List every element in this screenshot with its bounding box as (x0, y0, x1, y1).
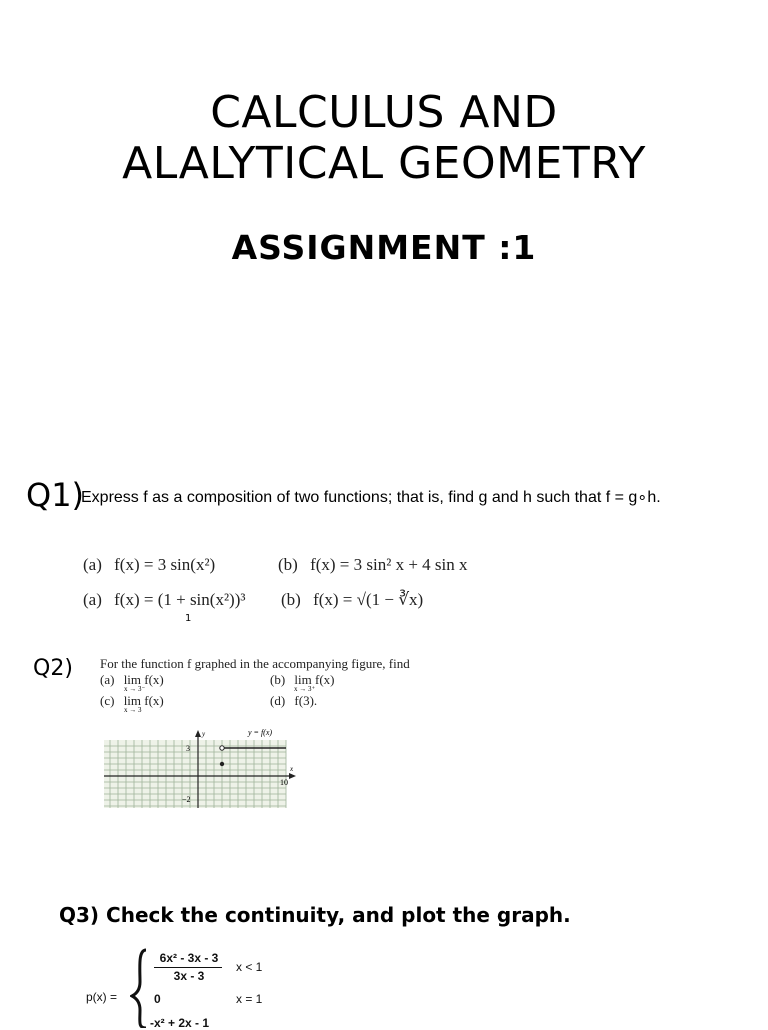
q3-case2-val: 0 (154, 992, 161, 1006)
graph-y-label: y (202, 730, 206, 738)
q1-footnote: 1 (185, 613, 192, 624)
q3-case1-num: 6x² - 3x - 3 (159, 951, 219, 965)
q3-case3-val: -x² + 2x - 1 (150, 1016, 210, 1030)
q2-a-tag: (a) (100, 672, 115, 687)
q2-b-tag: (b) (270, 672, 286, 687)
graph-y-arrow (195, 730, 201, 737)
graph-x-arrow (289, 773, 296, 779)
graph-tick-x: 10 (280, 778, 288, 787)
q2-c-tag: (c) (100, 693, 115, 708)
q2-a-sub: x → 3⁻ (124, 685, 146, 693)
q1-row1-b-expr: f(x) = 3 sin² x + 4 sin x (310, 555, 468, 574)
q1-row1-b (278, 555, 468, 575)
q3-brace-icon (130, 948, 150, 1028)
graph-tick-y-bottom: −2 (182, 795, 191, 804)
graph-x-label: x (290, 765, 294, 773)
graph-open-point (220, 746, 224, 750)
q1-instruction: Express f as a composition of two functions; that is, find g and h such that f = g∘h. (81, 489, 661, 506)
q2-label: Q2) (33, 656, 73, 681)
graph-closed-point (220, 762, 224, 766)
graph-curve-label: y = f(x) (248, 728, 273, 737)
q1-row2-a (83, 590, 245, 610)
q3-fraction-bar (154, 967, 222, 968)
q1-row1-a-expr: f(x) = 3 sin(x²) (114, 555, 216, 574)
q1-row1-a-tag: (a) (83, 555, 102, 574)
assignment-subtitle: ASSIGNMENT :1 (231, 228, 537, 267)
q1-label: Q1) (26, 476, 85, 514)
q1-row2-b-expr: f(x) = √(1 − ∛x) (313, 590, 424, 609)
q3-case2-cond: x = 1 (236, 992, 263, 1006)
graph-background (104, 740, 286, 808)
q3-case1-cond: x < 1 (236, 960, 263, 974)
q1-row2-a-tag: (a) (83, 590, 102, 609)
graph-tick-y-top: 3 (186, 744, 190, 753)
title-line-1: CALCULUS AND (210, 87, 558, 138)
q3-function-name: p(x) = (86, 990, 118, 1004)
q3-case1-den: 3x - 3 (173, 969, 205, 983)
q1-row1-b-tag: (b) (278, 555, 298, 574)
q2-c-expr: lim f(x) (123, 693, 164, 708)
q2-intro: For the function f graphed in the accompanying figure, find (100, 656, 410, 671)
q1-row2-b-tag: (b) (281, 590, 301, 609)
q2-c-sub: x → 3 (124, 706, 142, 714)
q1-row2-b (281, 590, 423, 610)
q2-d-tag: (d) (270, 693, 286, 708)
q1-row1-a (83, 555, 215, 575)
q2-part-d (270, 693, 317, 709)
q3-label: Q3) Check the continuity, and plot the graph. (59, 903, 571, 927)
q2-b-expr: lim f(x) (294, 672, 335, 687)
q2-a-expr: lim f(x) (123, 672, 164, 687)
title-line-2: ALALYTICAL GEOMETRY (122, 138, 646, 189)
q2-b-sub: x → 3⁺ (294, 685, 316, 693)
q2-graph (100, 726, 300, 810)
q2-d-expr: f(3). (294, 693, 318, 708)
q1-row2-a-expr: f(x) = (1 + sin(x²))³ (114, 590, 246, 609)
